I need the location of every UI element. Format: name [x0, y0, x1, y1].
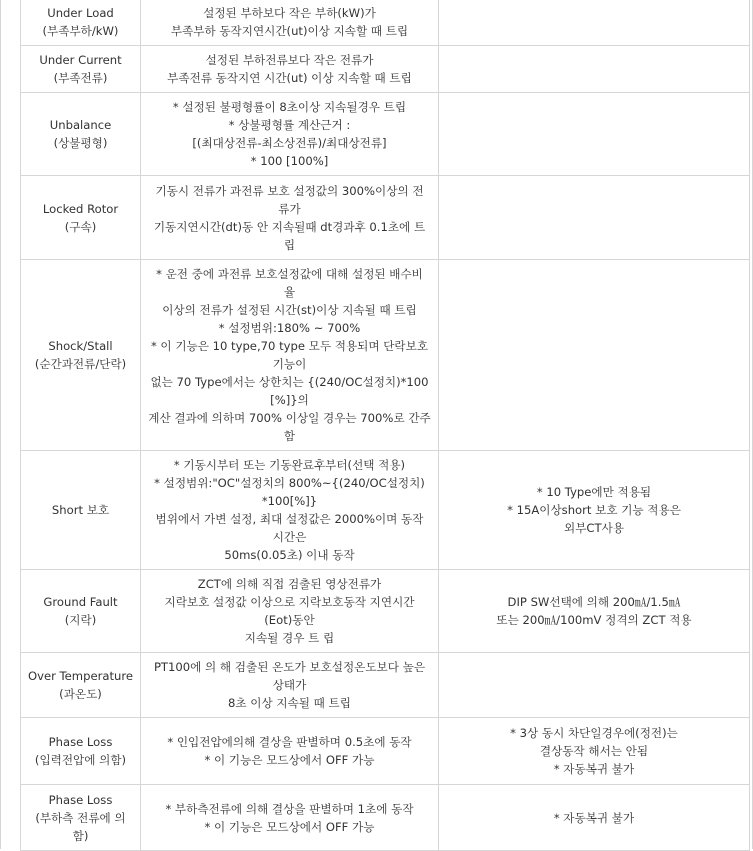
function-name-line: Unbalance [49, 118, 112, 132]
description-cell [141, 176, 439, 260]
description-line: 율 [283, 285, 296, 299]
function-name-line: Under Load [47, 6, 114, 20]
description-cell [141, 0, 439, 46]
function-name-cell [21, 93, 141, 176]
description-line: * 설정된 불평형률이 8초이상 지속될경우 트립 [172, 100, 407, 114]
function-name-line: Ground Fault [43, 595, 118, 609]
note-cell [439, 176, 750, 260]
description-cell [141, 570, 439, 653]
function-name-line: (입력전압에 의함) [34, 753, 127, 767]
description-line: 류가 [278, 201, 301, 216]
description-line: 부족전류 동작지연 시간(ut) 이상 지속할 때 트립 [167, 71, 412, 85]
description-line: 이상의 전류가 설정된 시간(st)이상 지속될 때 트립 [162, 303, 417, 317]
function-name-cell [21, 653, 141, 718]
description-line: 기동지연시간(dt)동 안 지속될때 dt경과후 0.1초에 트 [153, 219, 426, 234]
description-cell [141, 653, 439, 718]
description-line: 계산 결과에 의하며 700% 이상일 경우는 700%로 간주 [148, 411, 431, 425]
function-name-cell [21, 718, 141, 785]
note-line: * 3상 동시 차단일경우에(정전)는 [510, 726, 678, 740]
description-line: 설정된 부하전류보다 작은 전류가 [205, 53, 374, 67]
description-line: * 기동시부터 또는 기동완료후부터(선택 적용) [173, 458, 406, 472]
function-name-line: 함) [72, 828, 89, 843]
function-name-line: Locked Rotor [42, 201, 119, 216]
description-line: ZCT에 의해 직접 검출된 영상전류가 [197, 577, 382, 591]
description-line: * 인입전압에의해 결상을 판별하며 0.5초에 동작 [167, 735, 412, 749]
note-line: 또는 200㎃/100mV 정격의 ZCT 적용 [496, 613, 692, 627]
function-name-line: Under Current [39, 53, 122, 67]
description-line: 없는 70 Type에서는 상한치는 {(240/OC설정치)*100 [150, 375, 429, 389]
note-line: * 자동복귀 불가 [553, 810, 635, 825]
table-row [21, 260, 750, 451]
function-name-line: Phase Loss [48, 792, 113, 807]
table-row [21, 0, 750, 46]
description-line: * 운전 중에 과전류 보호설정값에 대해 설정된 배수비 [156, 267, 423, 281]
note-cell [439, 46, 750, 93]
description-line: 50ms(0.05초) 이내 동작 [224, 548, 355, 562]
note-cell [439, 260, 750, 451]
description-line: * 100 [100%] [250, 154, 329, 168]
table-row [21, 93, 750, 176]
description-line: * 부하측전류에 의해 결상을 판별하며 1초에 동작 [165, 801, 414, 816]
note-cell [439, 785, 750, 851]
note-cell [439, 451, 750, 570]
description-line: 부족부하 동작지연시간(ut)이상 지속할 때 트립 [170, 24, 409, 38]
note-cell [439, 570, 750, 653]
description-line: 지락보호 설정값 이상으로 지락보호동작 지연시간 [164, 595, 415, 609]
function-name-line: (상불평형) [53, 136, 108, 150]
function-name-line: Shock/Stall [48, 339, 113, 353]
function-name-cell [21, 260, 141, 451]
note-cell [439, 0, 750, 46]
description-cell [141, 451, 439, 570]
function-name-cell [21, 570, 141, 653]
table-row [21, 785, 750, 851]
table-row [21, 176, 750, 260]
description-line: * 이 기능은 모드상에서 OFF 가능 [204, 819, 375, 834]
note-line: DIP SW선택에 의해 200㎃/1.5㎃ [507, 595, 681, 609]
function-name-line: Over Temperature [27, 669, 133, 683]
description-line: * 설정범위:"OC"설정치의 800%~{(240/OC설정치) [154, 476, 425, 490]
table-row [21, 718, 750, 785]
description-cell [141, 718, 439, 785]
function-name-line: Short 보호 [51, 503, 110, 517]
function-name-cell [21, 46, 141, 93]
protection-function-table [20, 0, 750, 851]
table-row [21, 451, 750, 570]
function-name-line: Phase Loss [48, 735, 113, 749]
description-line: * 설정범위:180% ~ 700% [218, 321, 361, 335]
function-name-cell [21, 0, 141, 46]
description-line: 립 [283, 237, 296, 252]
description-line: 범위에서 가변 설정, 최대 설정값은 2000%이며 동작 [155, 512, 424, 526]
description-line: 설정된 부하보다 작은 부하(kW)가 [203, 6, 376, 20]
description-line: 기동시 전류가 과전류 보호 설정값의 300%이상의 전 [155, 183, 424, 198]
note-line: 외부CT사용 [564, 521, 624, 535]
function-name-cell [21, 785, 141, 851]
function-name-cell [21, 451, 141, 570]
table-row [21, 653, 750, 718]
function-name-line: (부족전류) [53, 71, 108, 85]
table-row [21, 46, 750, 93]
function-name-line: (부족부하/kW) [42, 24, 119, 38]
function-name-cell [21, 176, 141, 260]
note-cell [439, 653, 750, 718]
note-line: * 10 Type에만 적용됨 [536, 485, 652, 499]
description-cell [141, 260, 439, 451]
description-cell [141, 785, 439, 851]
description-line: 지속될 경우 트 립 [244, 631, 335, 645]
function-name-line: (부하측 전류에 의 [35, 810, 126, 825]
description-line: * 상불평형률 계산근거 : [228, 118, 351, 132]
note-cell [439, 718, 750, 785]
table-body [21, 0, 750, 851]
function-name-line: (지락) [64, 613, 97, 627]
table-row [21, 570, 750, 653]
description-line: 상태가 [272, 678, 307, 692]
description-line: (Eot)동안 [264, 613, 315, 627]
description-line: *100[%]} [261, 494, 318, 508]
description-line: 기능이 [272, 357, 307, 371]
note-line: 결상동작 해서는 안됨 [539, 744, 649, 758]
description-line: PT100에 의 해 검출된 온도가 보호설정온도보다 높은 [153, 660, 426, 674]
description-line: 함 [283, 429, 296, 443]
description-cell [141, 93, 439, 176]
left-edge-line [0, 0, 1, 849]
description-line: 시간은 [272, 530, 307, 544]
description-line: 8초 이상 지속될 때 트립 [228, 696, 351, 710]
description-cell [141, 46, 439, 93]
note-line: * 15A이상short 보호 기능 적용은 [507, 503, 681, 517]
description-line: * 이 기능은 모드상에서 OFF 가능 [204, 753, 375, 767]
description-line: [(최대상전류-최소상전류)/최대상전류] [192, 136, 387, 150]
description-line: * 이 기능은 10 type,70 type 모두 적용되며 단락보호 [150, 339, 429, 353]
function-name-line: (과온도) [59, 687, 102, 701]
function-name-line: (순간과전류/단락) [34, 357, 127, 371]
description-line: [%]}의 [270, 393, 309, 407]
function-name-line: (구속) [64, 219, 97, 234]
note-cell [439, 93, 750, 176]
note-line: * 자동복귀 불가 [553, 762, 635, 776]
